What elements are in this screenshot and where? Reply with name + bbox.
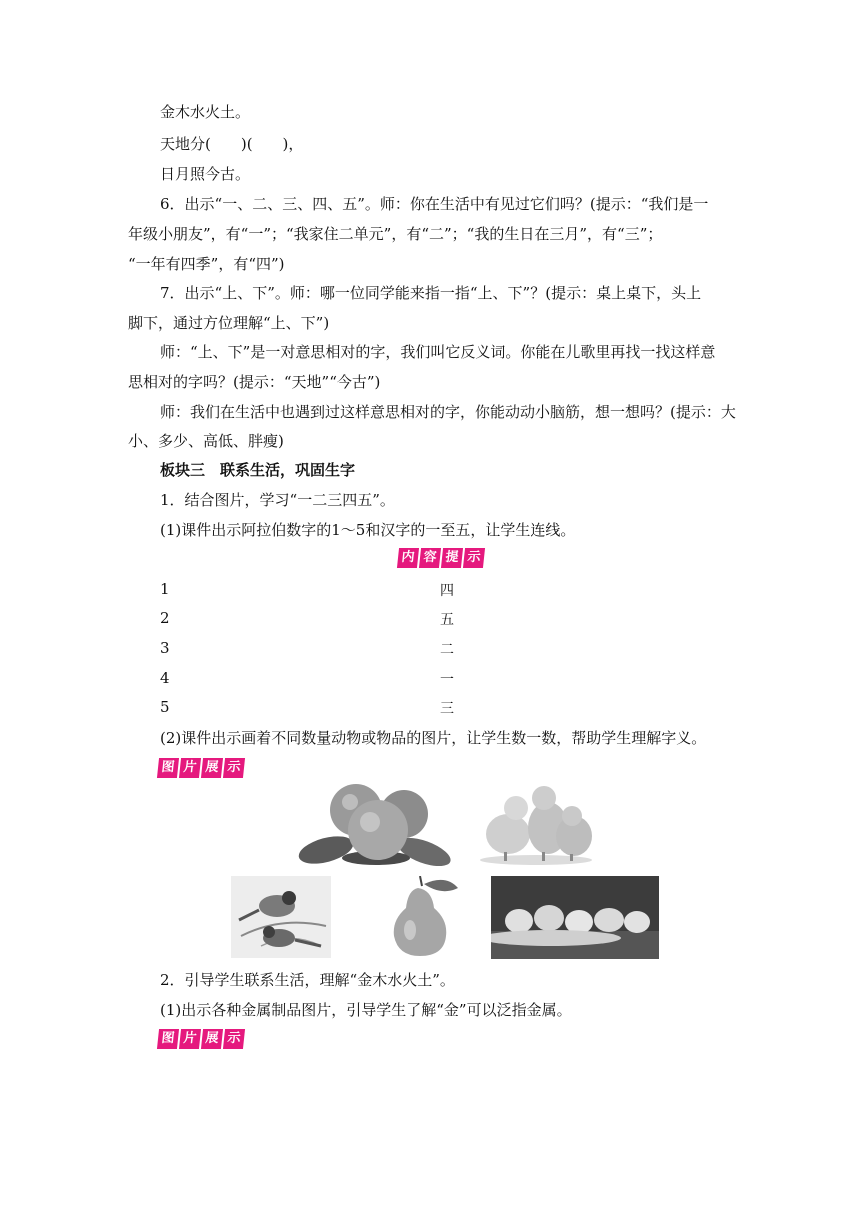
badge-char: 片 [179,1029,201,1049]
badge-char: 示 [463,548,485,568]
badge-char: 图 [157,758,179,778]
match-number: 5 [160,698,170,716]
teacher-paragraph-1-line-1: 师：“上、下”是一对意思相对的字，我们叫它反义词。你能在儿歌里再找一找这样意 [160,343,716,361]
paragraph-7-line-1: 7．出示“上、下”。师：哪一位同学能来指一指“上、下”？(提示：桌上桌下，头上 [160,284,702,302]
badge-char: 提 [441,548,463,568]
paragraph-6-line-2: 年级小朋友”，有“一”；“我家住二单元”，有“二”；“我的生日在三月”，有“三”； [128,225,663,243]
match-chinese: 二 [440,642,454,658]
section-heading: 板块三 联系生活，巩固生字 [160,461,356,479]
poem-line-1: 金木水火土。 [160,103,251,121]
teacher-paragraph-1-line-2: 思相对的字吗？(提示：“天地”“今古”) [128,373,381,391]
match-number: 3 [160,639,170,657]
item-1-sub-1: (1)课件出示阿拉伯数字的1～5和汉字的一至五，让学生连线。 [160,521,576,539]
puppies-image [491,876,659,959]
badge-char: 展 [201,1029,223,1049]
match-chinese: 三 [440,701,454,717]
match-chinese: 四 [440,583,454,599]
peaches-image [296,780,454,866]
badge-char: 示 [223,758,245,778]
badge-char: 容 [419,548,441,568]
pear-image [384,876,466,958]
badge-char: 示 [223,1029,245,1049]
picture-show-badge [158,758,244,778]
item-2-sub-1: (1)出示各种金属制品图片，引导学生了解“金”可以泛指金属。 [160,1001,572,1019]
badge-char: 图 [157,1029,179,1049]
ducklings-image [478,782,596,866]
badge-char: 展 [201,758,223,778]
poem-line-2: 天地分( )( )， [160,135,304,153]
badge-char: 内 [397,548,419,568]
match-chinese: 五 [440,612,454,628]
badge-char: 片 [179,758,201,778]
picture-show-badge [158,1029,244,1049]
item-2-title: 2．引导学生联系生活，理解“金木水火土”。 [160,971,455,989]
paragraph-6-line-3: “一年有四季”，有“四”) [128,255,285,273]
content-tip-badge [398,548,484,568]
birds-image [231,876,331,958]
teacher-paragraph-2-line-2: 小、多少、高低、胖瘦) [128,432,284,450]
paragraph-6-line-1: 6．出示“一、二、三、四、五”。师：你在生活中有见过它们吗？(提示：“我们是一 [160,195,709,213]
item-1-sub-2: (2)课件出示画着不同数量动物或物品的图片，让学生数一数，帮助学生理解字义。 [160,729,707,747]
match-number: 4 [160,669,170,687]
match-number: 2 [160,609,170,627]
match-number: 1 [160,580,170,598]
match-chinese: 一 [440,672,454,688]
poem-line-3: 日月照今古。 [160,165,251,183]
paragraph-7-line-2: 脚下，通过方位理解“上、下”) [128,314,330,332]
item-1-title: 1．结合图片，学习“一二三四五”。 [160,491,395,509]
teacher-paragraph-2-line-1: 师：我们在生活中也遇到过这样意思相对的字，你能动动小脑筋，想一想吗？(提示：大 [160,403,736,421]
